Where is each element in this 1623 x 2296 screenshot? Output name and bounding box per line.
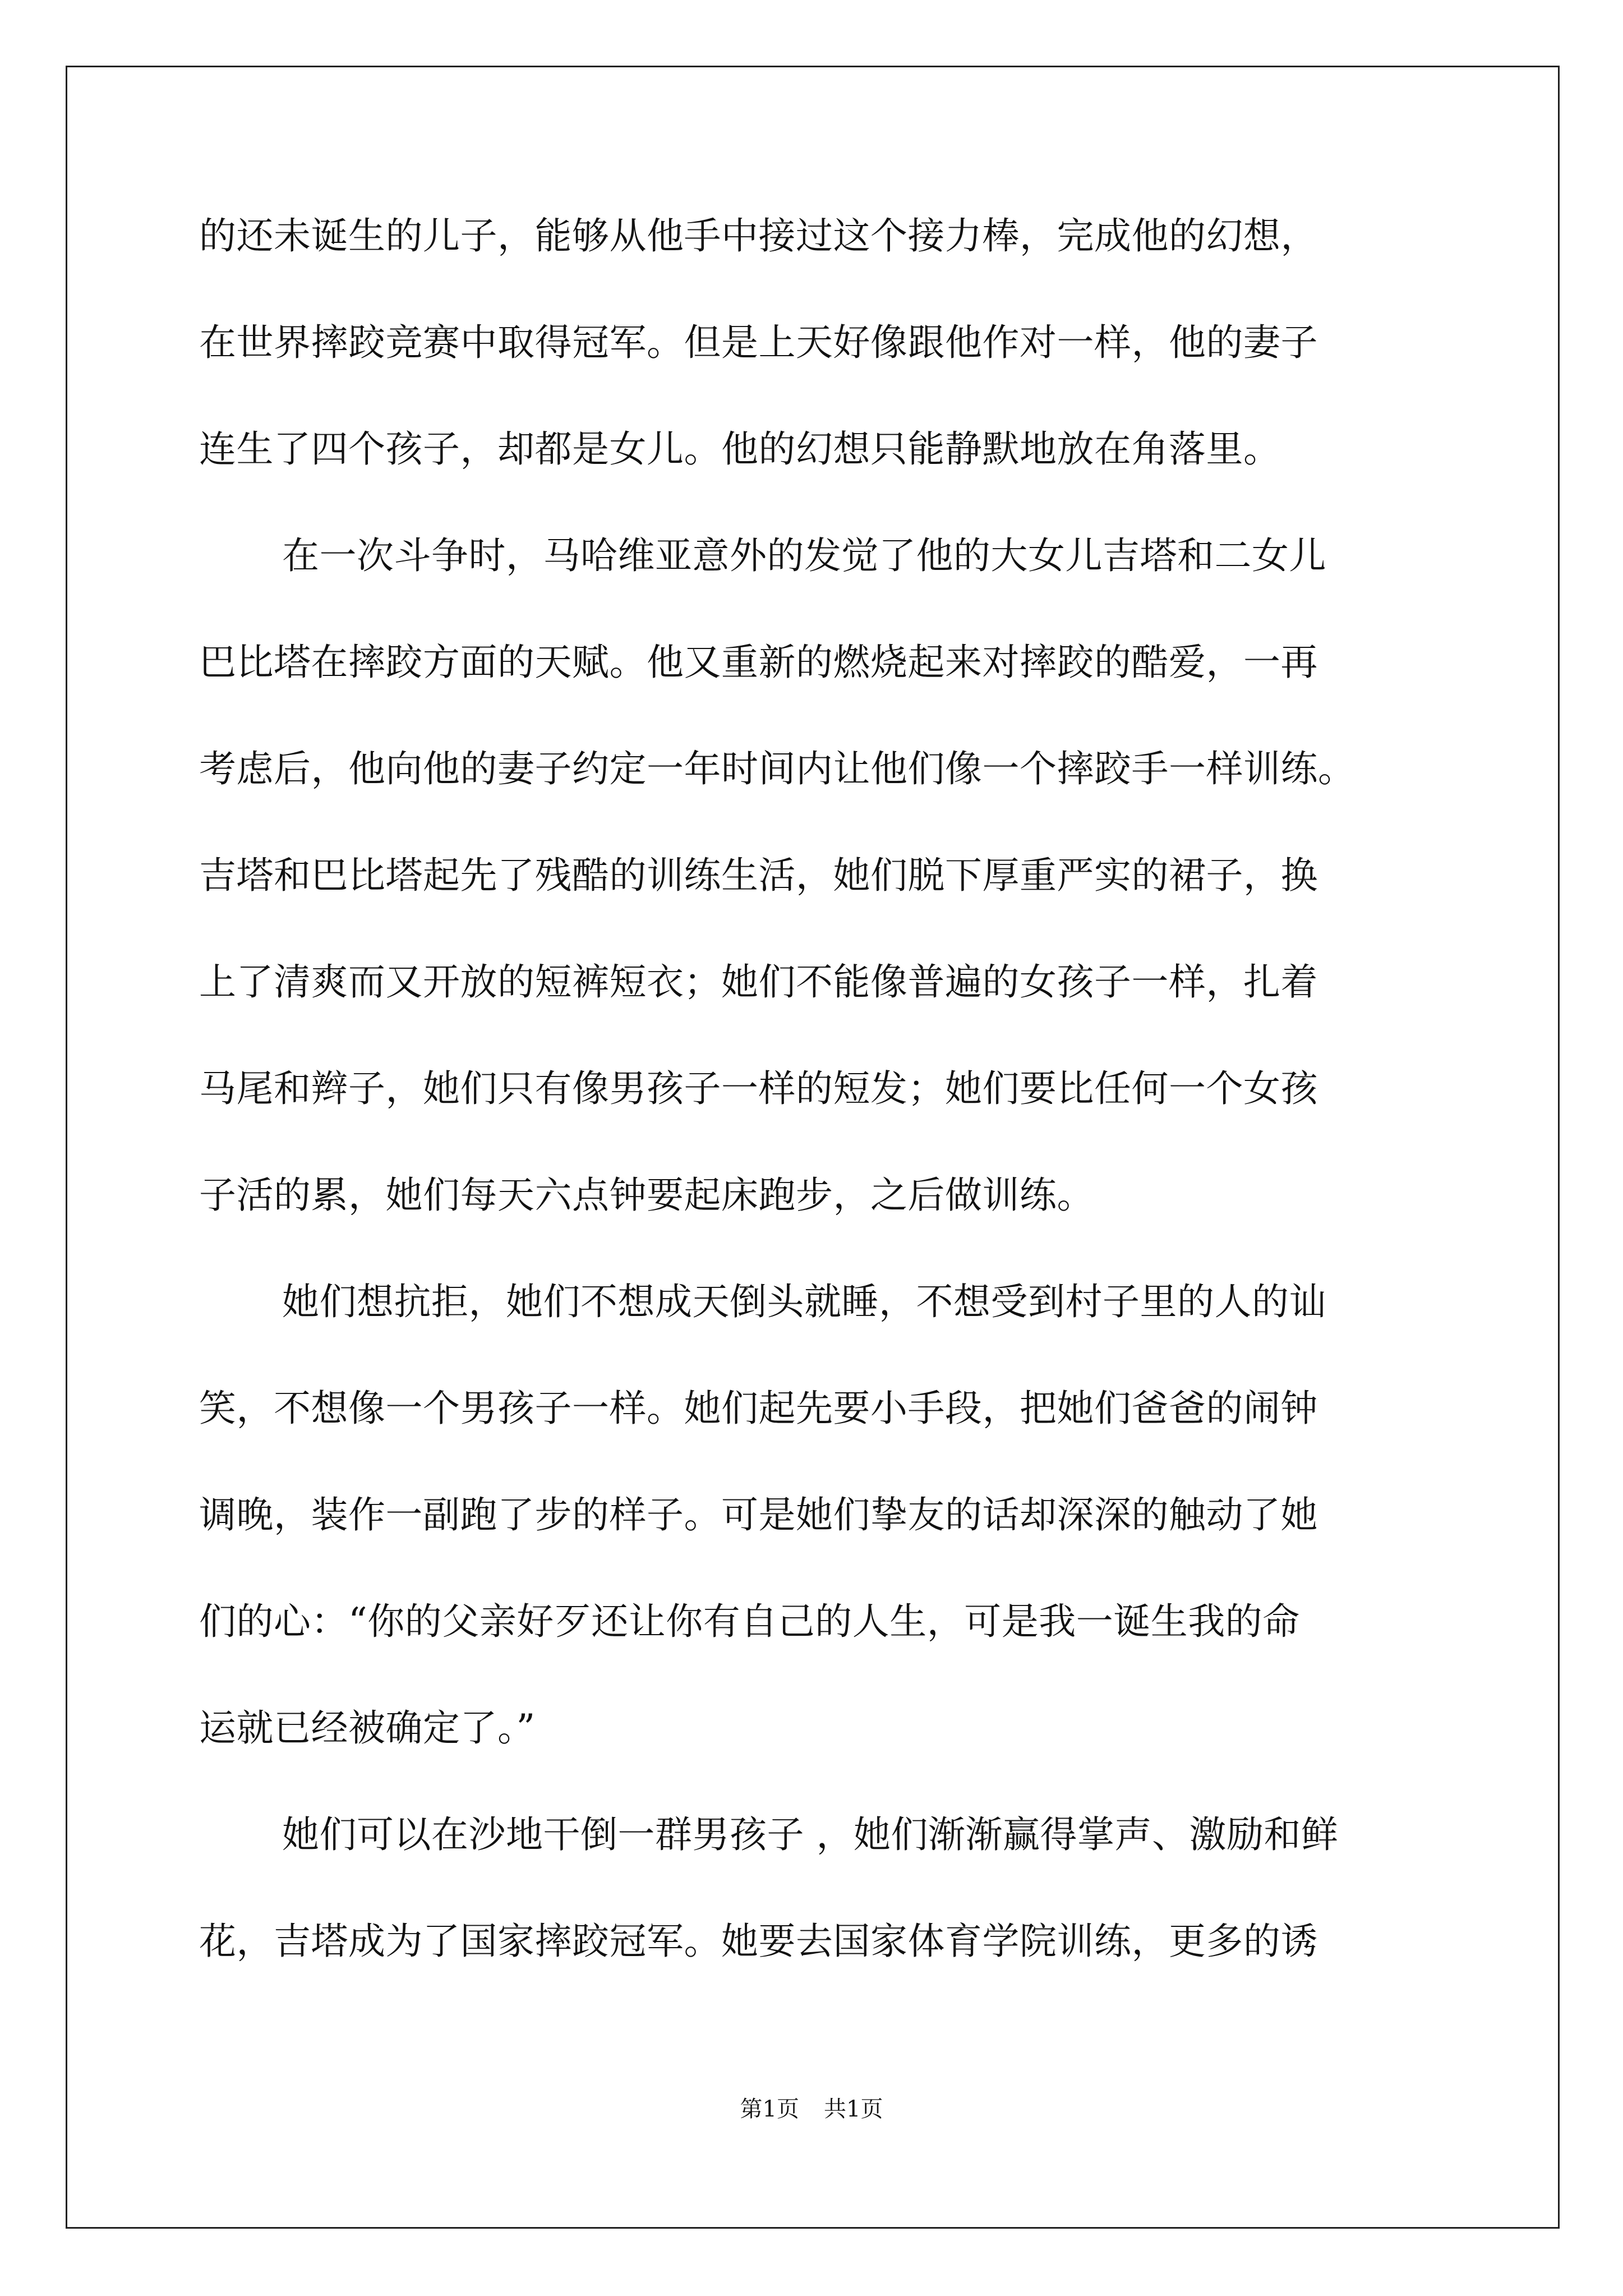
text-line: 在世界摔跤竞赛中取得冠军。但是上天好像跟他作对一样，他的妻子 (199, 321, 1318, 364)
text-line: 的还未诞生的儿子，能够从他手中接过这个接力棒，完成他的幻想， (199, 214, 1318, 257)
text-line: 调晚，装作一副跑了步的样子。可是她们挚友的话却深深的触动了她 (199, 1493, 1318, 1536)
text-line: 子活的累，她们每天六点钟要起床跑步，之后做训练。 (199, 1174, 1094, 1217)
paragraph-start-line: 她们想抗拒，她们不想成天倒头就睡，不想受到村子里的人的讪 (282, 1280, 1326, 1323)
text-line: 连生了四个孩子，却都是女儿。他的幻想只能静默地放在角落里。 (199, 427, 1281, 471)
text-line: 巴比塔在摔跤方面的天赋。他又重新的燃烧起来对摔跤的酷爱，一再 (199, 641, 1318, 684)
text-line: 们的心：“你的父亲好歹还让你有自己的人生，可是我一诞生我的命 (199, 1600, 1300, 1643)
text-line: 笑，不想像一个男孩子一样。她们起先要小手段，把她们爸爸的闹钟 (199, 1387, 1318, 1430)
page-footer (0, 2095, 1623, 2123)
text-line: 马尾和辫子，她们只有像男孩子一样的短发；她们要比任何一个女孩 (199, 1067, 1318, 1110)
paragraph-start-line: 她们可以在沙地干倒一群男孩子 ，她们渐渐赢得掌声、激励和鲜 (282, 1813, 1339, 1856)
text-line: 考虑后，他向他的妻子约定一年时间内让他们像一个摔跤手一样训练。 (199, 747, 1355, 790)
text-line: 吉塔和巴比塔起先了残酷的训练生活，她们脱下厚重严实的裙子，换 (199, 854, 1318, 897)
text-line: 花，吉塔成为了国家摔跤冠军。她要去国家体育学院训练，更多的诱 (199, 1920, 1318, 1963)
paragraph-start-line: 在一次斗争时，马哈维亚意外的发觉了他的大女儿吉塔和二女儿 (282, 534, 1326, 577)
page-border (66, 66, 1560, 2229)
text-line: 上了清爽而又开放的短裤短衣；她们不能像普遍的女孩子一样，扎着 (199, 960, 1318, 1004)
page-number: 第1页 (740, 2096, 799, 2122)
text-line: 运就已经被确定了。” (199, 1706, 536, 1750)
page-total: 共1页 (824, 2096, 883, 2122)
